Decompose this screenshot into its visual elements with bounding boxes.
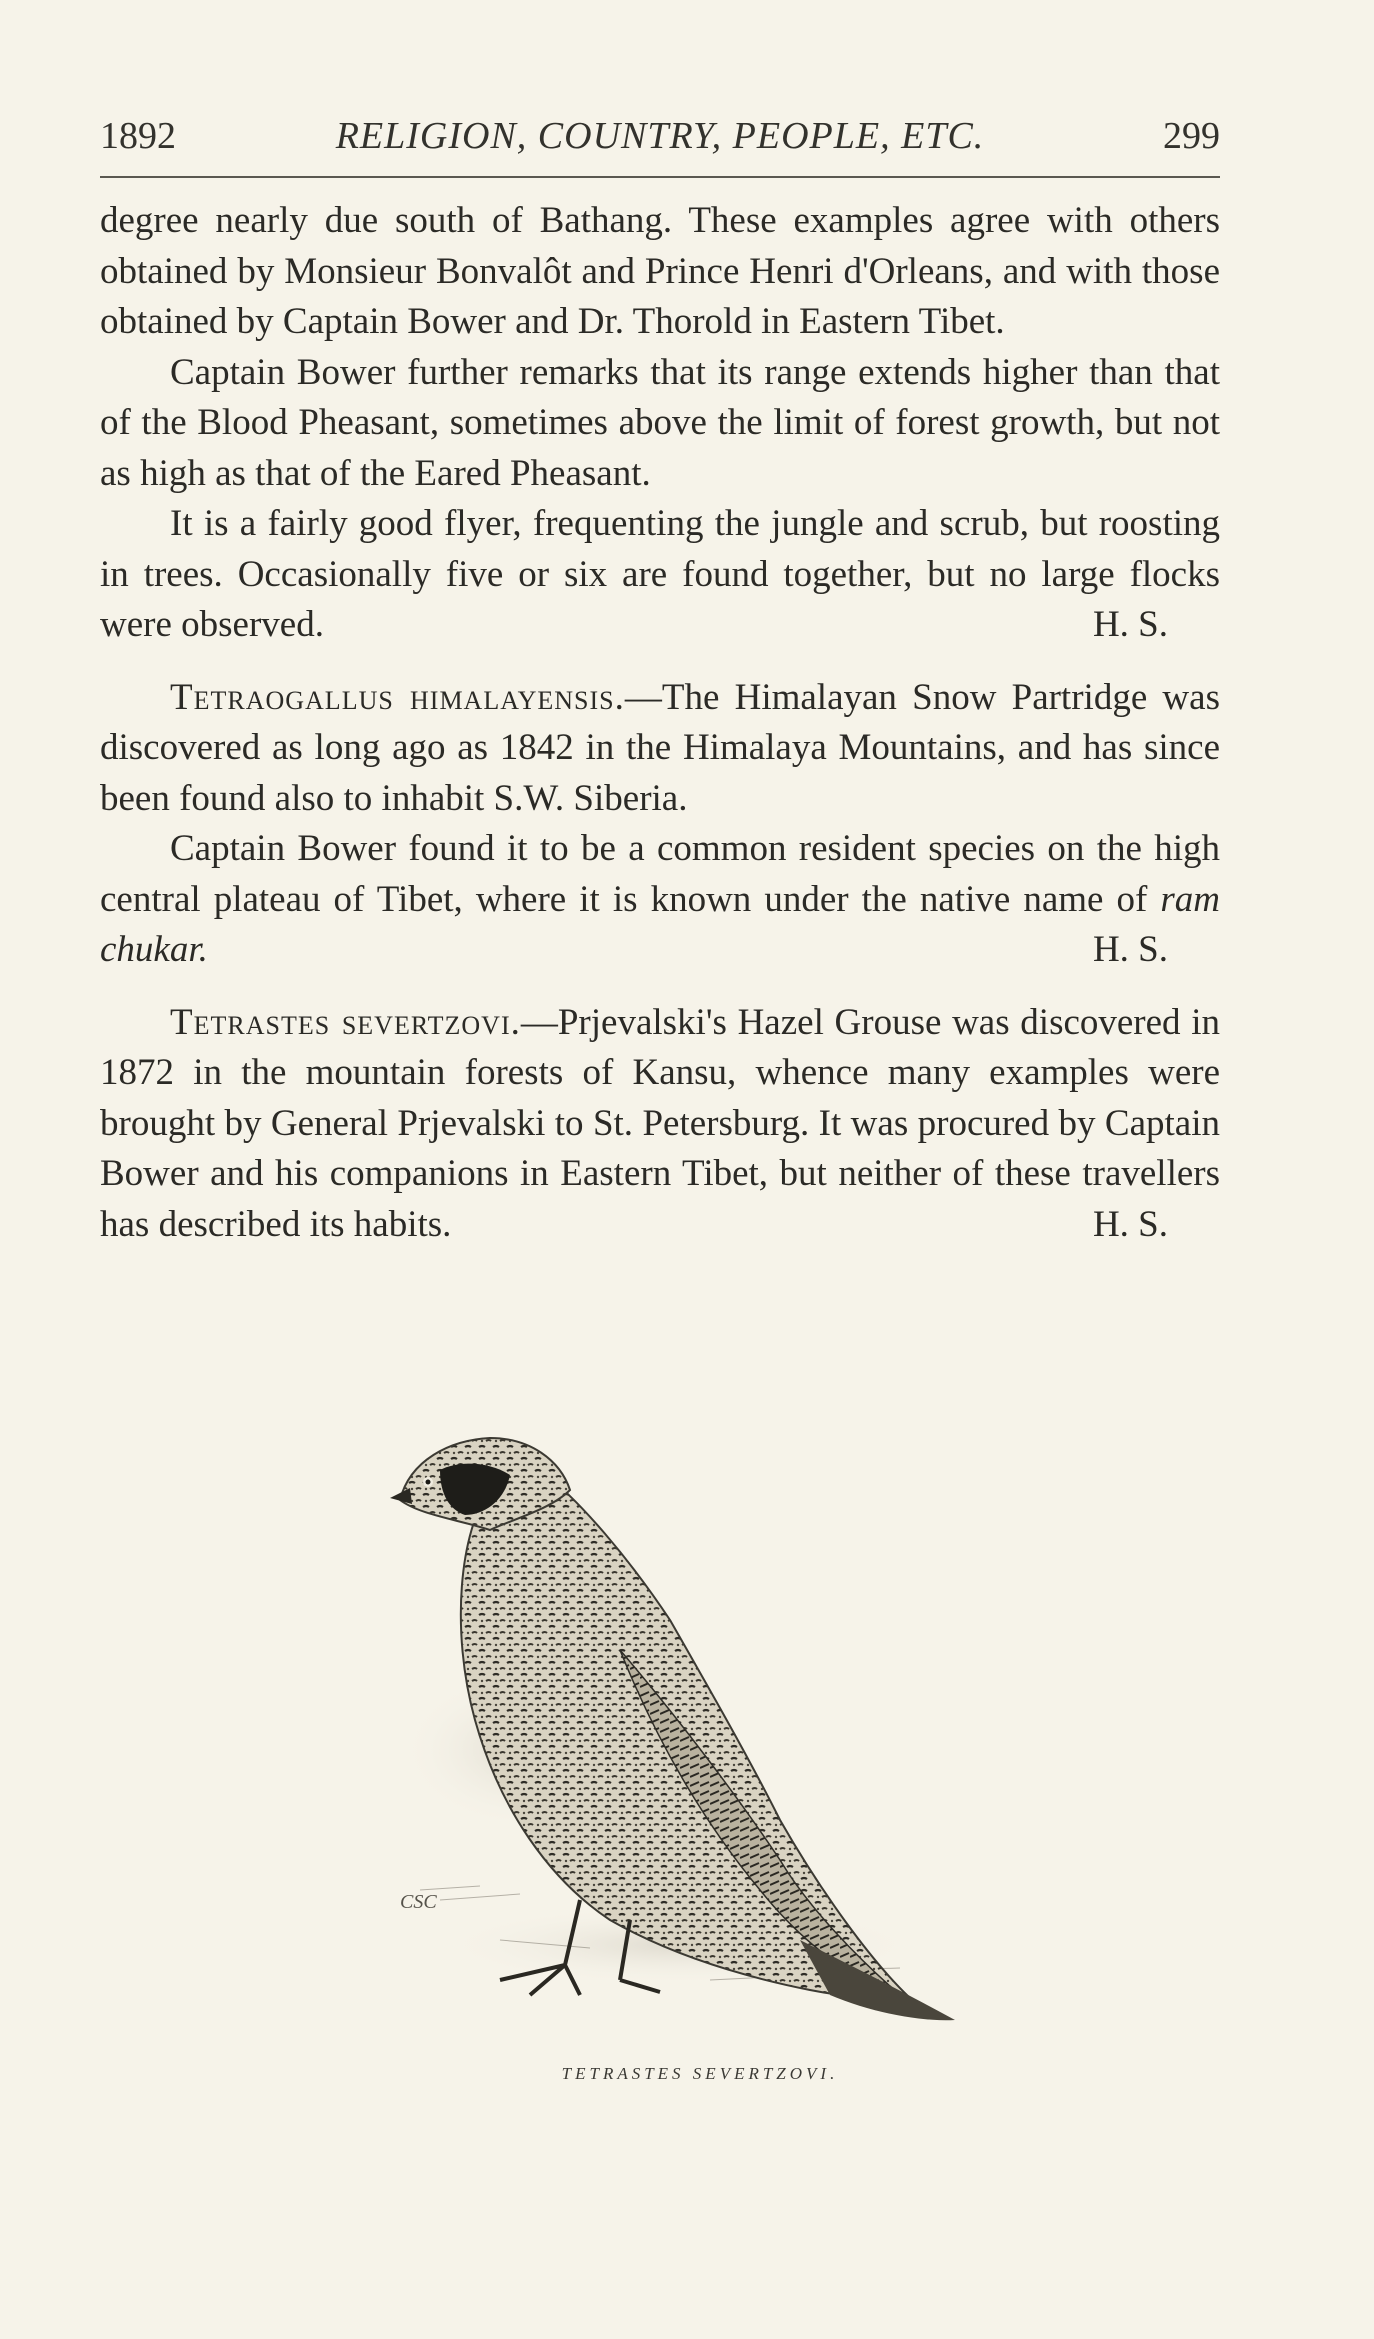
- artist-mark: CSC: [400, 1891, 437, 1913]
- figure-caption: TETRASTES SEVERTZOVI.: [561, 2064, 839, 2083]
- grouse-illustration: [380, 1420, 1020, 2040]
- species-heading-tetraogallus: Tetraogallus himalayensis.: [170, 676, 625, 718]
- paragraph-habits: [100, 499, 1220, 651]
- signature-hs: H. S.: [1092, 1203, 1168, 1245]
- header-year: 1892: [100, 115, 176, 157]
- paragraph-bathang: degree nearly due south of Bathang. These examples agree with others obtained by Monsieur Bonvalôt and Prince Henri d'Orleans, and with those obtained by Captain Bower and Dr. Thorold in Eastern Tibet.: [100, 200, 1220, 342]
- paragraph-range: Captain Bower further remarks that its range extends higher than that of the Blood Pheasant, sometimes above the limit of forest growth, but not as high as that of the Eared Pheasant.: [100, 351, 1220, 494]
- signature-hs: H. S.: [1092, 929, 1168, 970]
- snow-partridge-text: —The Himalayan Snow Partridge was discovered as long ago as 1842 in the Himalaya Mountains, and has since been found also to inhabit S.W. Siberia.: [100, 676, 1220, 819]
- page-number: 299: [1163, 115, 1220, 157]
- paragraph-ram-chukar: [100, 824, 1220, 976]
- running-head: [100, 108, 1220, 164]
- header-rule: [100, 176, 1220, 178]
- native-name: ram chukar.: [100, 878, 1220, 970]
- ram-chukar-text: Captain Bower found it to be a common resident species on the high central plateau of Tibet, where it is known under the native name of: [100, 828, 1220, 920]
- paragraph-hazel-grouse: [100, 998, 1220, 1251]
- species-heading-tetrastes: Tetrastes severtzovi.: [170, 1001, 521, 1043]
- hazel-grouse-text: —Prjevalski's Hazel Grouse was discovered in 1872 in the mountain forests of Kansu, whence many examples were brought by General Prjevalski to St. Petersburg. It was procured by Captain Bower and his companions in Eastern Tibet, but neither of these travellers has described its habits.: [100, 1001, 1221, 1245]
- paragraph-snow-partridge: [100, 673, 1220, 825]
- paragraph-habits-text: It is a fairly good flyer, frequenting the jungle and scrub, but roosting in trees. Occasionally five or six are found together, but no large flocks were observed.: [100, 503, 1220, 645]
- signature-hs: H. S.: [1092, 604, 1168, 645]
- grouse-drawing: [380, 1420, 1020, 2040]
- header-title: RELIGION, COUNTRY, PEOPLE, ETC.: [335, 115, 985, 157]
- body-text: [100, 196, 1220, 1250]
